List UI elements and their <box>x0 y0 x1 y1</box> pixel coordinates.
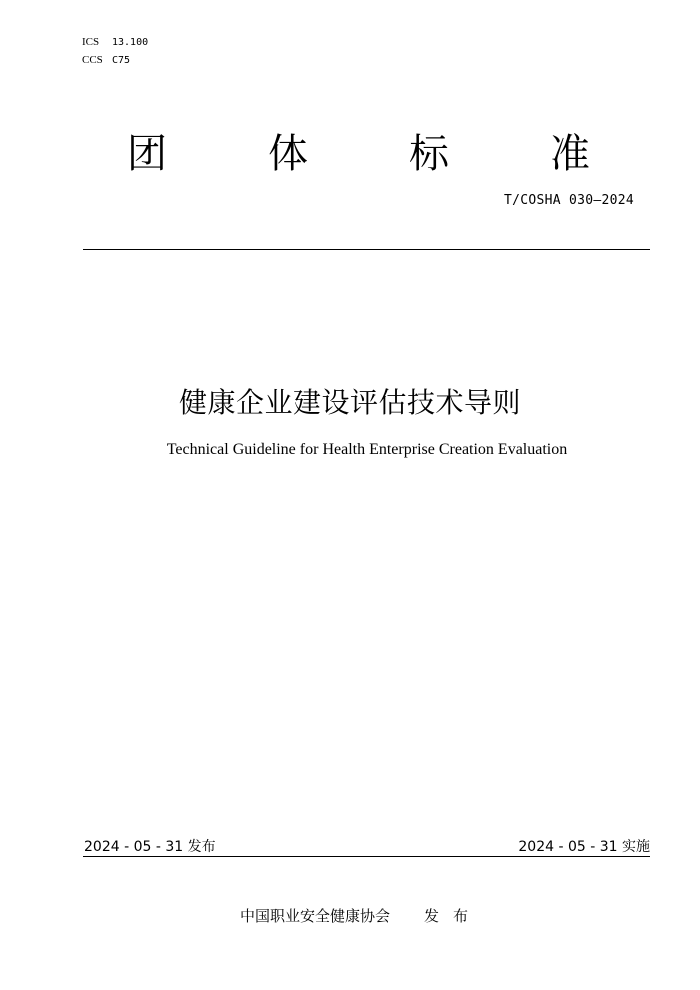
standard-type-char: 标 <box>409 131 449 177</box>
ccs-value: C75 <box>112 55 131 66</box>
standard-type-char: 准 <box>550 131 590 177</box>
ics-label: ICS <box>82 36 100 48</box>
standard-type-char: 团 <box>127 131 167 177</box>
document-title-en: Technical Guideline for Health Enterprise Creation Evaluation <box>166 441 568 458</box>
ics-value: 13.100 <box>112 37 149 48</box>
standard-code: T/COSHA 030—2024 <box>503 193 634 208</box>
bottom-divider <box>83 856 650 857</box>
standard-type-char: 体 <box>268 131 308 177</box>
ics-classification <box>82 37 148 48</box>
publish-label: 发布 <box>424 907 483 925</box>
publisher-line <box>240 905 482 926</box>
ccs-label: CCS <box>82 54 103 66</box>
ccs-classification <box>82 55 130 66</box>
top-divider <box>83 249 650 250</box>
publisher-name: 中国职业安全健康协会 <box>240 907 391 925</box>
document-title-cn: 健康企业建设评估技术导则 <box>178 386 521 419</box>
standard-type-heading <box>0 130 700 180</box>
implementation-date: 2024 - 05 - 31 实施 <box>518 839 650 855</box>
issue-date: 2024 - 05 - 31 发布 <box>84 839 216 855</box>
